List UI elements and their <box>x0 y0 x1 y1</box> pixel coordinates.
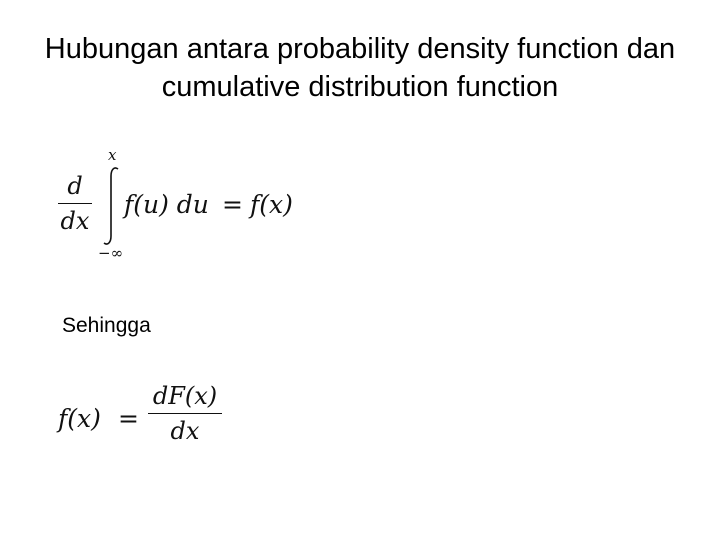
cdf-derivative-denominator: dx <box>170 417 200 445</box>
connector-text: Sehingga <box>62 314 151 337</box>
cdf-derivative-numerator: dF(x) <box>152 382 218 410</box>
title-line-2: cumulative distribution function <box>161 71 559 103</box>
equation1-rhs: f(x) <box>250 190 293 219</box>
integrand: f(u) du <box>124 190 209 219</box>
derivative-numerator: d <box>67 172 83 200</box>
derivative-denominator: dx <box>60 207 90 235</box>
integral-lower-limit: −∞ <box>98 244 124 262</box>
equals-sign: = <box>222 190 243 219</box>
integral-upper-limit: x <box>108 146 117 164</box>
fraction-bar-2 <box>148 413 222 414</box>
title-line-1: Hubungan antara probability density function dan <box>44 33 676 65</box>
equals-sign-2: = <box>118 404 139 433</box>
cdf-derivative <box>148 382 222 445</box>
equation2-lhs: f(x) <box>58 404 101 433</box>
